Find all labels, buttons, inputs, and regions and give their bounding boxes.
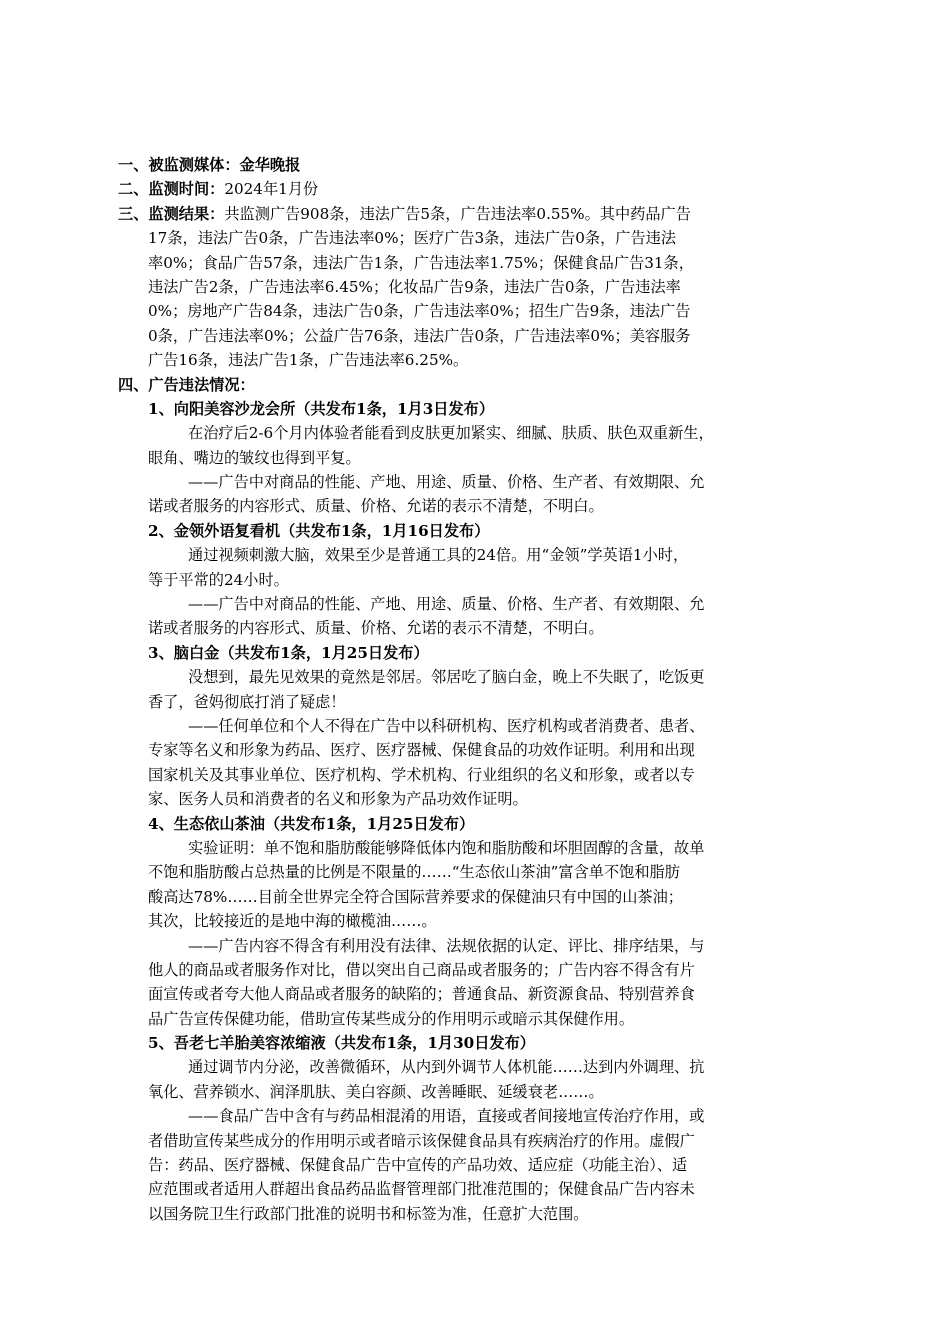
results-text: 共监测广告908条，违法广告5条，广告违法率0.55%。其中药品广告: [224, 204, 691, 223]
case-violation-line: 诺或者服务的内容形式、质量、价格、允诺的表示不清楚，不明白。: [148, 619, 604, 638]
case-violation-line: 家、医务人员和消费者的名义和形象为产品功效作证明。: [148, 790, 528, 809]
case-content-line: 等于平常的24小时。: [148, 570, 289, 589]
violations-heading: 四、广告违法情况：: [118, 375, 255, 394]
report-body: [118, 153, 858, 1226]
case-content-line: 通过调节内分泌，改善微循环，从内到外调节人体机能……达到内外调理、抗: [188, 1058, 705, 1077]
case-content-line: 氧化、营养锁水、润泽肌肤、美白容颜、改善睡眠、延缓衰老……。: [148, 1082, 604, 1101]
case-content-line: 眼角、嘴边的皱纹也得到平复。: [148, 448, 361, 467]
case-violation-line: ——广告中对商品的性能、产地、用途、质量、价格、生产者、有效期限、允: [188, 473, 705, 492]
case-violation-line: 国家机关及其事业单位、医疗机构、学术机构、行业组织的名义和形象，或者以专: [148, 765, 695, 784]
media-label: 一、被监测媒体：: [118, 156, 240, 174]
case-content-line: 酸高达78%……目前全世界完全符合国际营养要求的保健油只有中国的山茶油；: [148, 887, 683, 906]
case-content-line: 没想到，最先见效果的竟然是邻居。邻居吃了脑白金，晚上不失眠了，吃饭更: [188, 668, 705, 687]
case-violation-line: ——食品广告中含有与药品相混淆的用语，直接或者间接地宣传治疗作用，或: [188, 1107, 705, 1126]
case-title: 2、金领外语复看机（共发布1条，1月16日发布）: [148, 521, 490, 540]
period-label: 二、监测时间：: [118, 180, 225, 199]
results-line: 广告16条，违法广告1条，广告违法率6.25%。: [148, 351, 469, 370]
case-violation-line: 诺或者服务的内容形式、质量、价格、允诺的表示不清楚，不明白。: [148, 497, 604, 516]
case-content-line: 不饱和脂肪酸占总热量的比例是不限量的……“生态依山茶油”富含单不饱和脂肪: [148, 863, 680, 882]
period-value: 2024年1月份: [224, 180, 319, 199]
case-content-line: 在治疗后2-6个月内体验者能看到皮肤更加紧实、细腻、肤质、肤色双重新生，: [188, 424, 714, 443]
case-title: 5、吾老七羊胎美容浓缩液（共发布1条，1月30日发布）: [148, 1034, 535, 1053]
results-label: 三、监测结果：: [118, 204, 225, 223]
case-violation-line: 者借助宣传某些成分的作用明示或者暗示该保健食品具有疾病治疗的作用。虚假广: [148, 1131, 695, 1150]
case-content-line: 其次，比较接近的是地中海的橄榄油……。: [148, 912, 437, 931]
case-violation-line: 以国务院卫生行政部门批准的说明书和标签为准，任意扩大范围。: [148, 1204, 589, 1223]
case-title: 3、脑白金（共发布1条，1月25日发布）: [148, 643, 429, 662]
media-line: [118, 153, 858, 177]
results-line: 0%；房地产广告84条，违法广告0条，广告违法率0%；招生广告9条，违法广告: [148, 302, 691, 321]
case-content-line: 通过视频刺激大脑，效果至少是普通工具的24倍。用“金领”学英语1小时，: [188, 546, 689, 565]
results-line: 违法广告2条，广告违法率6.45%；化妆品广告9条，违法广告0条，广告违法率: [148, 277, 681, 296]
results-line: 17条，违法广告0条，广告违法率0%；医疗广告3条，违法广告0条，广告违法: [148, 229, 677, 248]
case-violation-line: 应范围或者适用人群超出食品药品监督管理部门批准范围的；保健食品广告内容未: [148, 1180, 695, 1199]
case-violation-line: 他人的商品或者服务作对比，借以突出自己商品或者服务的；广告内容不得含有片: [148, 960, 695, 979]
case-title: 4、生态依山茶油（共发布1条，1月25日发布）: [148, 814, 475, 833]
results-line: 率0%；食品广告57条，违法广告1条，广告违法率1.75%；保健食品广告31条，: [148, 253, 694, 272]
case-violation-line: ——广告内容不得含有利用没有法律、法规依据的认定、评比、排序结果，与: [188, 936, 705, 955]
case-violation-line: 告：药品、医疗器械、保健食品广告中宣传的产品功效、适应症（功能主治）、适: [148, 1156, 688, 1175]
period-line: [118, 177, 858, 201]
results-line-0: [118, 202, 858, 226]
case-violation-line: 专家等名义和形象为药品、医疗、医疗器械、保健食品的功效作证明。利用和出现: [148, 741, 695, 760]
media-value: 金华晚报: [239, 156, 301, 174]
case-violation-line: ——广告中对商品的性能、产地、用途、质量、价格、生产者、有效期限、允: [188, 595, 705, 614]
case-violation-line: 面宣传或者夸大他人商品或者服务的缺陷的；普通食品、新资源食品、特别营养食: [148, 985, 695, 1004]
case-violation-line: 品广告宣传保健功能，借助宣传某些成分的作用明示或暗示其保健作用。: [148, 1009, 634, 1028]
case-violation-line: ——任何单位和个人不得在广告中以科研机构、医疗机构或者消费者、患者、: [188, 716, 705, 735]
case-content-line: 香了，爸妈彻底打消了疑虑！: [148, 692, 346, 711]
results-line: 0条，广告违法率0%；公益广告76条，违法广告0条，广告违法率0%；美容服务: [148, 326, 691, 345]
case-content-line: 实验证明：单不饱和脂肪酸能够降低体内饱和脂肪酸和坏胆固醇的含量，故单: [188, 838, 705, 857]
case-title: 1、向阳美容沙龙会所（共发布1条，1月3日发布）: [148, 399, 495, 418]
